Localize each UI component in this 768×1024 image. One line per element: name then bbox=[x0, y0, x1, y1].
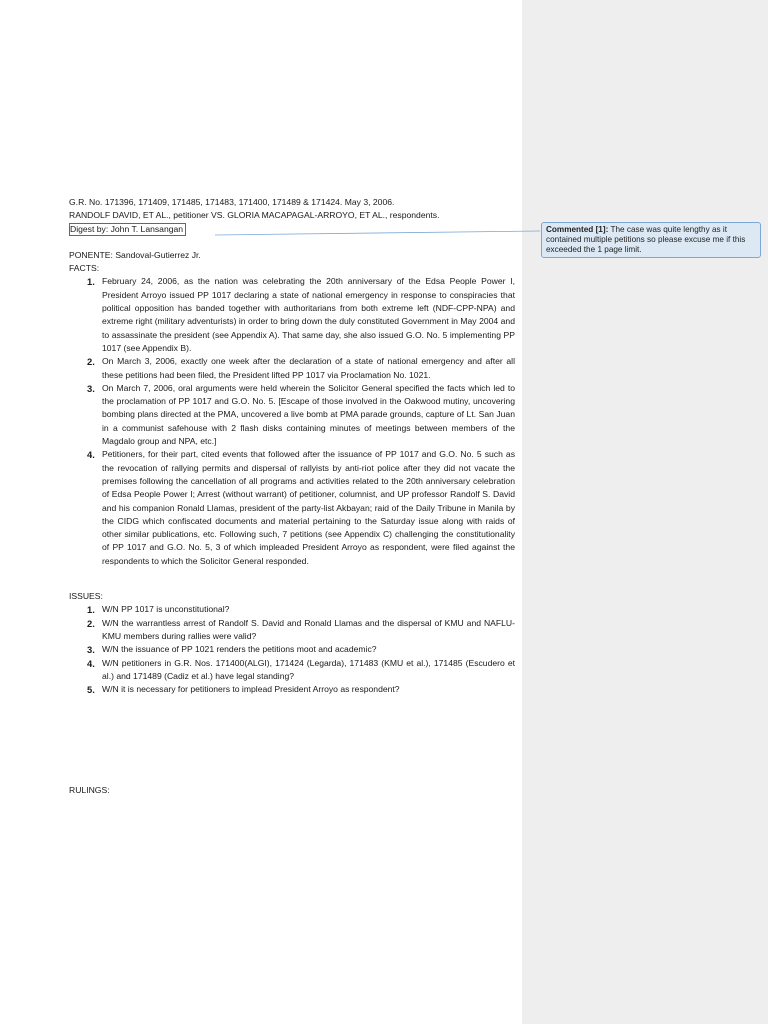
list-item: 2. On March 3, 2006, exactly one week after the declaration of a state of national emergency and after all these petitions had been filed, the President lifted PP 1017 via Proclamation No. 1021. bbox=[87, 356, 515, 380]
list-item: 1. February 24, 2006, as the nation was celebrating the 20th anniversary of the Edsa People Power I, President Arroyo issued PP 1017 declaring a state of national emergency in response to conspiracies that political opposition has banded together with authoritarians from both extreme left (NDF-CPP-NPA) and extreme right (military adventurists) in order to bring down the duly constituted Government in May 2004 and to assassinate the president (see Appendix A). That same day, she also issued G.O. No. 5 implementing PP 1017 (see Appendix B). bbox=[87, 276, 515, 353]
list-item: 3. On March 7, 2006, oral arguments were held wherein the Solicitor General specified the facts which led to the proclamation of PP 1017 and G.O. No. 5. [Escape of those involved in the Oakwood mutiny, uncovering bombing plans directed at the PMA, uncovered a live bomb at PMA parade grounds, capture of Lt. San Juan in a communist safehouse with 2 flash disks containing minutes of meetings between members of the Magdalo group and NPA, etc.] bbox=[87, 382, 515, 447]
comment-balloon[interactable] bbox=[541, 222, 761, 258]
list-item: 1. W/N PP 1017 is unconstitutional? bbox=[87, 604, 230, 616]
list-item: 2. W/N the warrantless arrest of Randolf S. David and Ronald Llamas and the dispersal of KMU and NAFLU-KMU members during rallies were valid? bbox=[87, 617, 515, 641]
comment-author: Commented [1]: bbox=[546, 225, 609, 234]
comment-margin-pane bbox=[522, 0, 768, 1024]
issues-heading: ISSUES: bbox=[69, 591, 103, 602]
facts-heading: FACTS: bbox=[69, 263, 100, 274]
ponente: PONENTE: Sandoval-Gutierrez Jr. bbox=[69, 249, 201, 260]
list-item: 5. W/N it is necessary for petitioners to implead President Arroyo as respondent? bbox=[87, 684, 400, 696]
digest-author[interactable]: Digest by: John T. Lansangan bbox=[69, 223, 186, 236]
list-item: 4. Petitioners, for their part, cited events that followed after the issuance of PP 1017 and G.O. No. 5 such as the revocation of rallying permits and dispersal of rallyists by anti-riot police after they did not vacate the premises following the cancellation of all programs and activities related to the 20th anniversary celebration of Edsa People Power I; Arrest (without warrant) of petitioner, columnist, and UP professor Randolf S. David and his companion Ronald Llamas, president of the party-list Akbayan; raid of the Daily Tribune in Manila by the CIDG which confiscated documents and material pertaining to the Saturday issue along with raids of other similar publications, etc. Following such, 7 petitions (see Appendix C) challenging the constitutionality of PP 1017 and G.O. No. 5, 3 of which impleaded President Arroyo as respondent, were filed against the respondents to which the Solicitor General responded. bbox=[87, 449, 515, 566]
case-number: G.R. No. 171396, 171409, 171485, 171483, 171400, 171489 & 171424. May 3, 2006. bbox=[69, 197, 395, 207]
rulings-heading: RULINGS: bbox=[69, 785, 110, 796]
list-item: 3. W/N the issuance of PP 1021 renders the petitions moot and academic? bbox=[87, 644, 377, 656]
issues-list bbox=[69, 603, 515, 696]
document-body[interactable] bbox=[69, 196, 515, 798]
comment-text: The case was quite lengthy as it contained multiple petitions so please excuse me if this exceeded the 1 page limit. bbox=[546, 225, 746, 255]
list-item: 4. W/N petitioners in G.R. Nos. 171400(ALGI), 171424 (Legarda), 171483 (KMU et al.), 171485 (Escudero et al.) and 171489 (Cadiz et al.) have legal standing? bbox=[87, 657, 515, 681]
facts-list bbox=[69, 275, 515, 568]
case-title: RANDOLF DAVID, ET AL., petitioner VS. GLORIA MACAPAGAL-ARROYO, ET AL., respondents. bbox=[69, 210, 440, 221]
